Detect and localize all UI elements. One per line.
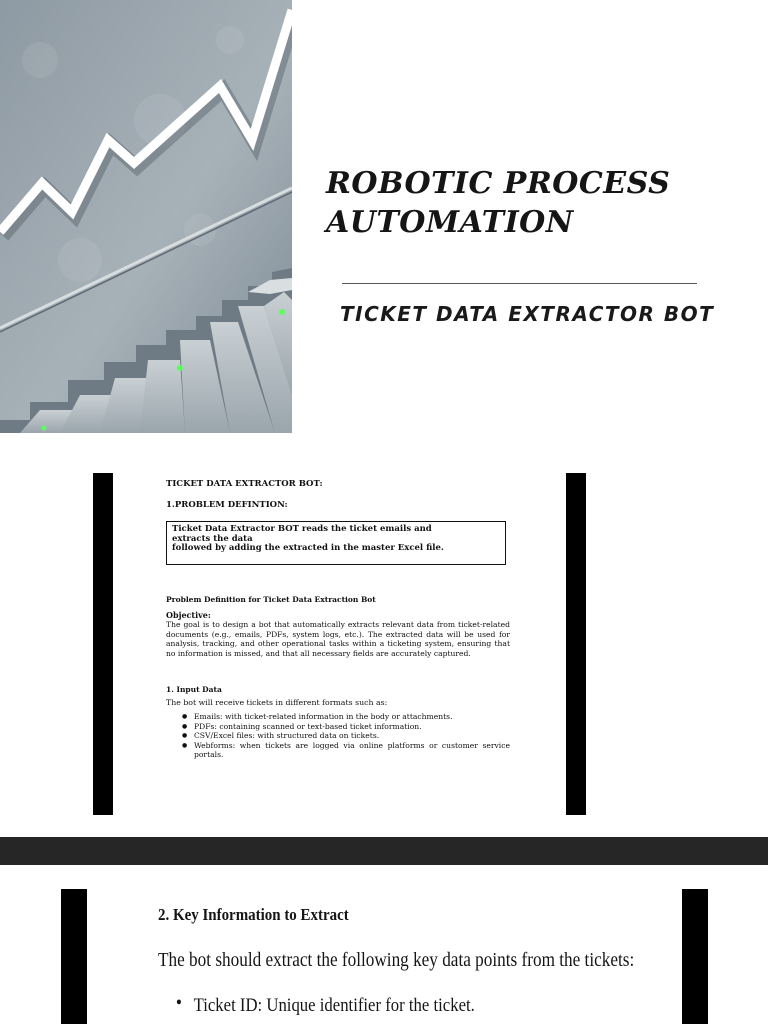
list-item: ● CSV/Excel files: with structured data on tickets. <box>182 731 510 741</box>
input-data-intro: The bot will receive tickets in different formats such as: <box>166 698 388 707</box>
list-item: ● Ticket ID: Unique identifier for the ticket. <box>176 995 475 1017</box>
scanned-page-1 <box>0 433 768 837</box>
key-information-heading: 2. Key Information to Extract <box>158 905 349 924</box>
list-item: ● Webforms: when tickets are logged via online platforms or customer service portals. <box>182 741 510 760</box>
document-heading: TICKET DATA EXTRACTOR BOT: <box>166 479 323 489</box>
presentation-subtitle: TICKET DATA EXTRACTOR BOT <box>340 302 715 326</box>
title-line-1: ROBOTIC PROCESS <box>326 166 671 201</box>
objective-label: Objective: <box>166 610 211 620</box>
key-data-points-list <box>176 995 516 1017</box>
input-data-heading: 1. Input Data <box>166 685 222 694</box>
scanned-page-2 <box>0 865 768 1024</box>
title-line-2: AUTOMATION <box>326 205 574 240</box>
presentation-title <box>326 164 746 242</box>
box-line-3: followed by adding the extracted in the master Excel file. <box>172 543 444 553</box>
rising-arrow-staircase-photo <box>0 0 292 433</box>
key-information-intro: The bot should extract the following key data points from the tickets: <box>158 949 635 971</box>
right-black-bar <box>682 889 708 1024</box>
left-black-bar <box>61 889 87 1024</box>
title-divider <box>342 283 697 284</box>
input-formats-list <box>182 712 510 760</box>
box-line-1: Ticket Data Extractor BOT reads the ticket emails and <box>172 524 432 534</box>
cover-slide <box>0 0 768 433</box>
list-item: ● Emails: with ticket-related information in the body or attachments. <box>182 712 510 722</box>
objective-paragraph: The goal is to design a bot that automatically extracts relevant data from ticket-related documents (e.g., emails, PDFs, system logs, etc.). The extracted data will be used for analysis, tracking, and other operational tasks within a ticketing system, ensuring that no information is missed, and that all necessary fields are accurately captured. <box>166 620 510 658</box>
slide-divider-band <box>0 837 768 865</box>
right-black-bar <box>566 473 586 815</box>
problem-definition-subheading: Problem Definition for Ticket Data Extraction Bot <box>166 595 376 604</box>
list-item: ● PDFs: containing scanned or text-based ticket information. <box>182 722 510 732</box>
problem-definition-heading: 1.PROBLEM DEFINTION: <box>166 500 288 510</box>
box-line-2: extracts the data <box>172 533 253 544</box>
problem-statement-box <box>166 521 506 565</box>
left-black-bar <box>93 473 113 815</box>
